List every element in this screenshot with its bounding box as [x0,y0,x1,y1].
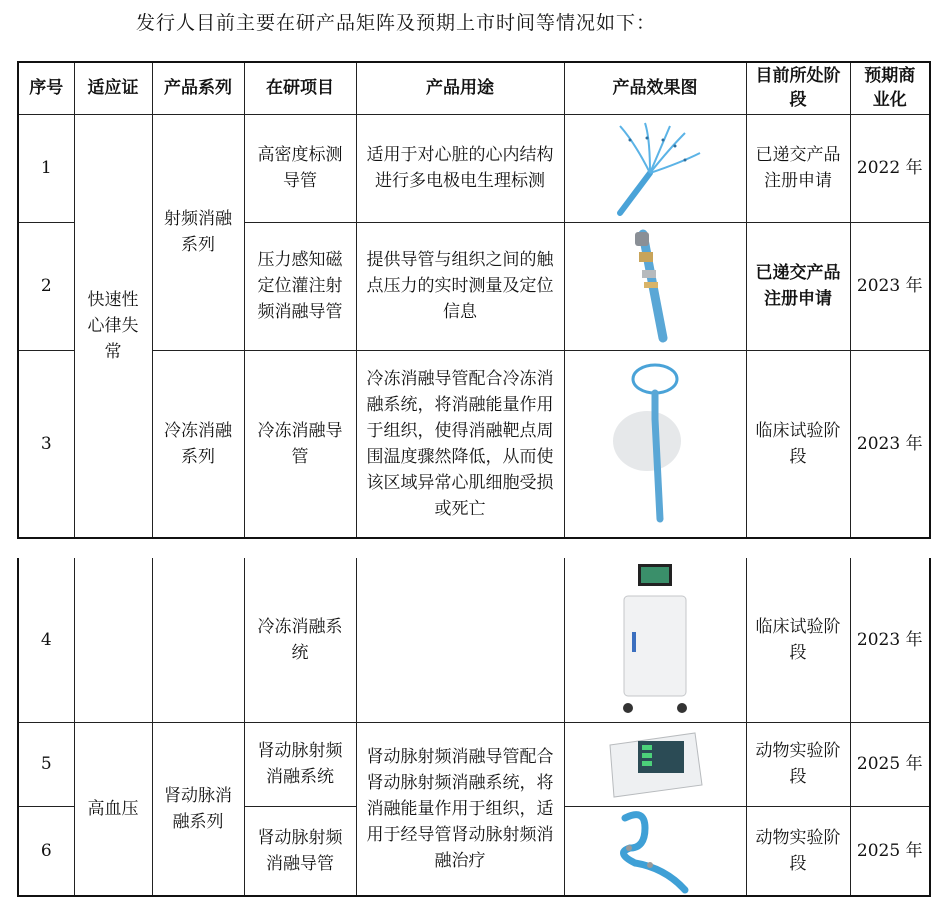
year-cell: 2022 年 [850,114,930,222]
header-image: 产品效果图 [564,62,746,114]
cryo-catheter-image [564,350,746,538]
usage-cell: 适用于对心脏的心内结构进行多电极电生理标测 [356,114,564,222]
product-table-bottom [17,558,931,897]
row-no: 1 [18,114,74,222]
row-no: 6 [18,806,74,896]
stage-cell: 动物实验阶段 [746,722,850,806]
header-indication: 适应证 [74,62,152,114]
header-row [18,62,930,114]
header-usage: 产品用途 [356,62,564,114]
table-row [18,350,930,538]
table-row [18,722,930,806]
series-cell [152,558,244,722]
renal-catheter-image [564,806,746,896]
header-year: 预期商业化 [850,62,930,114]
stage-cell: 已递交产品注册申请 [746,222,850,350]
table-row [18,558,930,722]
cryo-system-image [564,558,746,722]
year-cell: 2025 年 [850,806,930,896]
project-cell: 肾动脉射频消融导管 [244,806,356,896]
series-cell: 射频消融系列 [152,114,244,350]
header-project: 在研项目 [244,62,356,114]
usage-cell: 肾动脉射频消融导管配合肾动脉射频消融系统，将消融能量作用于组织，适用于经导管肾动脉射频消融治疗 [356,722,564,896]
mapping-catheter-image [564,114,746,222]
row-no: 5 [18,722,74,806]
series-cell: 肾动脉消融系列 [152,722,244,896]
year-cell: 2025 年 [850,722,930,806]
product-table-top [17,61,931,539]
project-cell: 冷冻消融导管 [244,350,356,538]
year-cell: 2023 年 [850,558,930,722]
stage-cell: 已递交产品注册申请 [746,114,850,222]
project-cell: 肾动脉射频消融系统 [244,722,356,806]
stage-cell: 动物实验阶段 [746,806,850,896]
rf-generator-image [564,722,746,806]
project-cell: 高密度标测导管 [244,114,356,222]
row-no: 4 [18,558,74,722]
header-stage: 目前所处阶段 [746,62,850,114]
usage-cell: 冷冻消融导管配合冷冻消融系统，将消融能量作用于组织，使得消融靶点周围温度骤然降低，从而使该区域异常心肌细胞受损或死亡 [356,350,564,538]
usage-cell: 提供导管与组织之间的触点压力的实时测量及定位信息 [356,222,564,350]
year-cell: 2023 年 [850,222,930,350]
intro-text: 发行人目前主要在研产品矩阵及预期上市时间等情况如下： [136,12,657,34]
header-series: 产品系列 [152,62,244,114]
stage-cell: 临床试验阶段 [746,350,850,538]
project-cell: 冷冻消融系统 [244,558,356,722]
project-cell: 压力感知磁定位灌注射频消融导管 [244,222,356,350]
indication-cell: 高血压 [74,722,152,896]
indication-cell: 快速性心律失常 [74,114,152,538]
indication-cell [74,558,152,722]
row-no: 3 [18,350,74,538]
year-cell: 2023 年 [850,350,930,538]
series-cell: 冷冻消融系列 [152,350,244,538]
pressure-catheter-image [564,222,746,350]
usage-cell [356,558,564,722]
stage-cell: 临床试验阶段 [746,558,850,722]
row-no: 2 [18,222,74,350]
table-row [18,114,930,222]
header-no: 序号 [18,62,74,114]
